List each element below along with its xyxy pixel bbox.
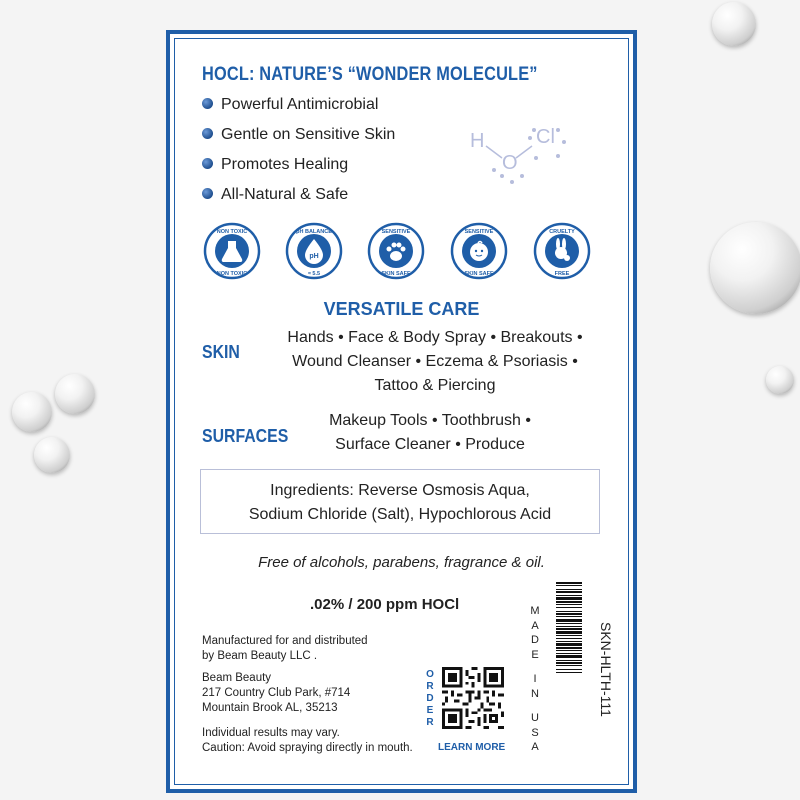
address-line: 217 Country Club Park, #714 xyxy=(202,687,351,699)
molecule-h: H xyxy=(470,130,485,152)
benefit-text: Gentle on Sensitive Skin xyxy=(221,126,396,143)
skin-use-line: Tattoo & Piercing xyxy=(374,377,496,394)
badge-non-toxic xyxy=(203,222,261,280)
svg-text:SKIN SAFE: SKIN SAFE xyxy=(464,271,494,277)
water-bubble xyxy=(34,437,70,473)
svg-text:SENSITIVE: SENSITIVE xyxy=(381,229,411,235)
bullet-icon xyxy=(202,128,213,139)
water-bubble xyxy=(766,366,794,394)
made-letters: M A D E I N U S A xyxy=(530,605,540,753)
benefit-item xyxy=(202,126,395,144)
badge-sensitive-skin-baby xyxy=(450,222,508,280)
benefit-item xyxy=(202,186,348,204)
category-surfaces: SURFACES xyxy=(202,426,289,446)
versatile-care-title: VERSATILE CARE xyxy=(323,299,480,319)
address-line: Beam Beauty xyxy=(202,672,272,684)
manufacturer-line: by Beam Beauty LLC . xyxy=(202,650,318,662)
svg-text:SENSITIVE: SENSITIVE xyxy=(464,229,494,235)
benefit-item xyxy=(202,156,348,174)
svg-text:SKIN SAFE: SKIN SAFE xyxy=(381,271,411,277)
svg-text:pH BALANCE: pH BALANCE xyxy=(296,229,332,235)
benefit-item xyxy=(202,96,378,114)
hocl-molecule-icon xyxy=(464,124,574,190)
surface-use-line: Surface Cleaner • Produce xyxy=(335,436,525,453)
learn-more-link[interactable]: LEARN MORE xyxy=(438,742,506,753)
water-bubble xyxy=(710,222,800,314)
ingredients-line: Sodium Chloride (Salt), Hypochlorous Acid xyxy=(248,506,552,523)
water-bubble xyxy=(12,392,52,432)
bullet-icon xyxy=(202,158,213,169)
manufacturer-line: Manufactured for and distributed xyxy=(202,635,368,647)
surface-use-line: Makeup Tools • Toothbrush • xyxy=(329,412,531,429)
ingredients-line: Ingredients: Reverse Osmosis Aqua, xyxy=(270,482,530,499)
bullet-icon xyxy=(202,98,213,109)
made-in-usa-text xyxy=(528,604,542,755)
svg-text:NON TOXIC: NON TOXIC xyxy=(216,271,248,277)
svg-text:NON TOXIC: NON TOXIC xyxy=(216,229,248,235)
disclaimer-block xyxy=(202,726,413,756)
category-skin: SKIN xyxy=(202,342,240,362)
svg-text:CRUELTY: CRUELTY xyxy=(549,229,575,235)
svg-text:≈ 5.5: ≈ 5.5 xyxy=(307,271,321,277)
free-of-text: Free of alcohols, parabens, fragrance & oil. xyxy=(258,554,545,571)
benefit-text: Powerful Antimicrobial xyxy=(221,96,379,113)
ingredients-box xyxy=(200,469,600,534)
molecule-o: O xyxy=(502,152,518,174)
address-block xyxy=(202,671,350,716)
surfaces-uses xyxy=(300,409,560,457)
badge-sensitive-skin-paw xyxy=(367,222,425,280)
badge-ph-balance xyxy=(285,222,343,280)
disclaimer-line: Individual results may vary. xyxy=(202,727,340,739)
skin-use-line: Hands • Face & Body Spray • Breakouts • xyxy=(287,329,583,346)
concentration-text: .02% / 200 ppm HOCl xyxy=(310,596,460,613)
badge-cruelty-free xyxy=(533,222,591,280)
order-label xyxy=(424,669,436,729)
benefit-text: All-Natural & Safe xyxy=(221,186,349,203)
product-label xyxy=(166,30,637,793)
water-bubble xyxy=(712,2,756,46)
barcode xyxy=(556,582,582,742)
benefit-text: Promotes Healing xyxy=(221,156,349,173)
address-line: Mountain Brook AL, 35213 xyxy=(202,702,338,714)
order-letters: O R D E R xyxy=(426,669,434,728)
svg-text:pH: pH xyxy=(309,253,319,260)
skin-use-line: Wound Cleanser • Eczema & Psoriasis • xyxy=(292,353,578,370)
molecule-cl: Cl xyxy=(536,126,555,148)
label-title: HOCL: NATURE’S “WONDER MOLECULE” xyxy=(202,64,538,85)
disclaimer-line: Caution: Avoid spraying directly in mouth. xyxy=(202,742,413,754)
manufacturer-text xyxy=(202,634,368,664)
bullet-icon xyxy=(202,188,213,199)
water-bubble xyxy=(55,374,95,414)
qr-code[interactable] xyxy=(442,667,504,729)
svg-text:FREE: FREE xyxy=(554,271,570,277)
skin-uses xyxy=(260,326,610,398)
sku-text: SKN-HLTH-111 xyxy=(598,621,614,717)
